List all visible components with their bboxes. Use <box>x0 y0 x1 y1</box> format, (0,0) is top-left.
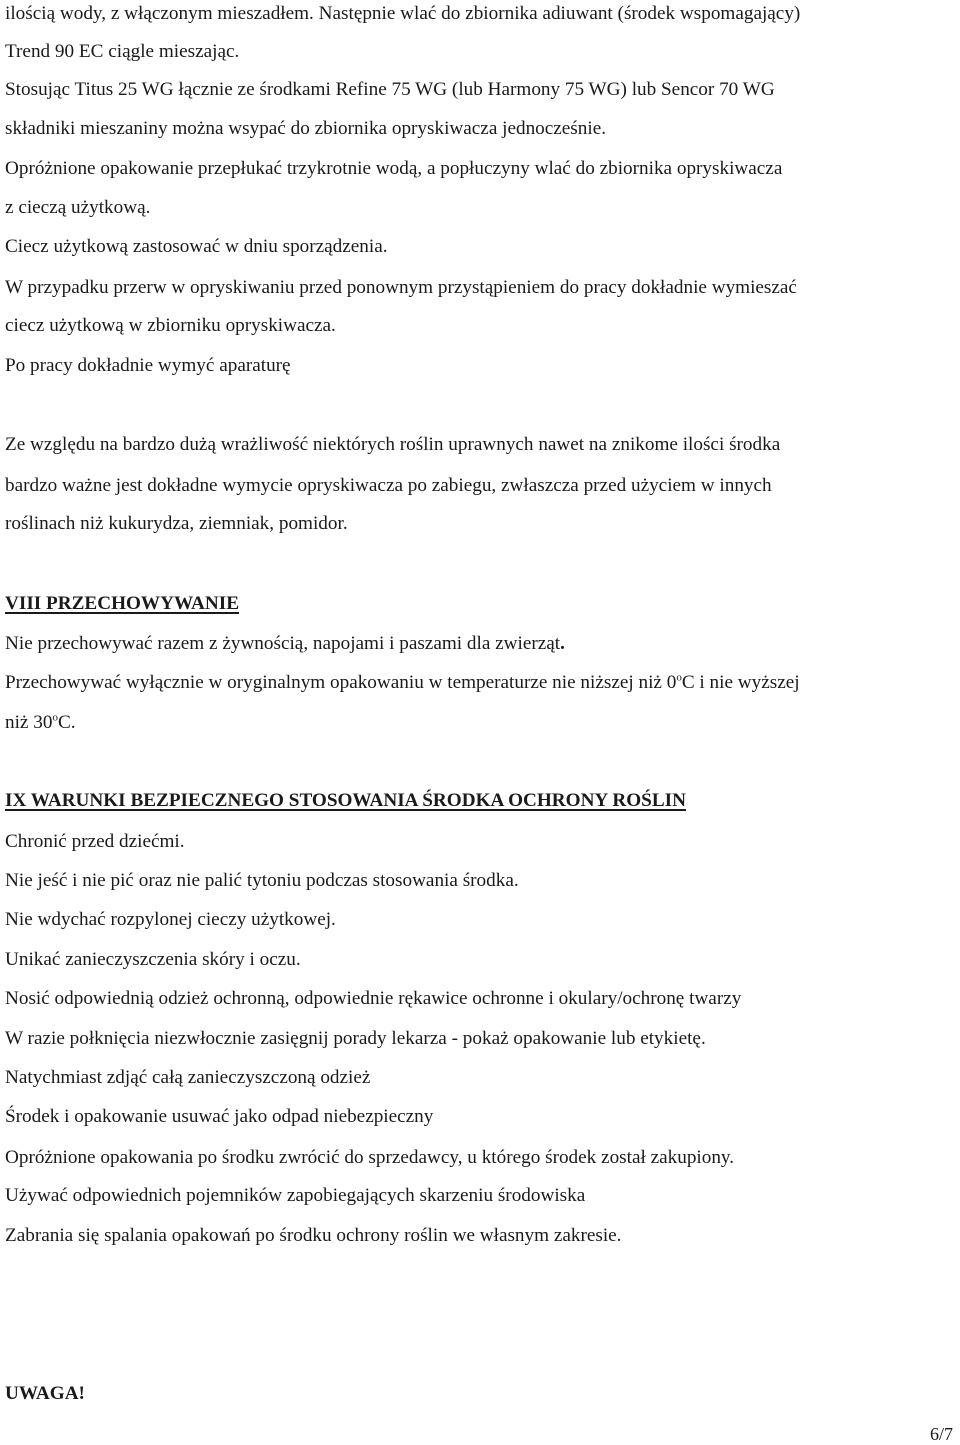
text-line: składniki mieszaniny można wsypać do zbiornika opryskiwacza jednocześnie. <box>5 118 607 139</box>
text-line-part: niż 30 <box>5 712 53 733</box>
text-line: Po pracy dokładnie wymyć aparaturę <box>5 355 291 376</box>
text-line <box>5 632 565 656</box>
list-item: Nie jeść i nie pić oraz nie palić tytoniu podczas stosowania środka. <box>5 870 519 891</box>
text-line: ilością wody, z włączonym mieszadłem. Następnie wlać do zbiornika adiuwant (środek wspomagający) <box>5 3 801 24</box>
text-line: ciecz użytkową w zbiorniku opryskiwacza. <box>5 315 336 336</box>
list-item: Środek i opakowanie usuwać jako odpad niebezpieczny <box>5 1106 434 1127</box>
text-line <box>5 671 800 695</box>
text-line-part: C i nie wyższej <box>681 672 800 693</box>
text-line: Ciecz użytkową zastosować w dniu sporządzenia. <box>5 236 388 257</box>
list-item: Chronić przed dziećmi. <box>5 831 185 852</box>
text-line: bardzo ważne jest dokładne wymycie opryskiwacza po zabiegu, zwłaszcza przed użyciem w innych <box>5 475 772 496</box>
text-line-part: Nie przechowywać razem z żywnością, napojami i paszami dla zwierząt <box>5 633 561 654</box>
text-line: W przypadku przerw w opryskiwaniu przed ponownym przystąpieniem do pracy dokładnie wymieszać <box>5 277 797 298</box>
text-line: Opróżnione opakowanie przepłukać trzykrotnie wodą, a popłuczyny wlać do zbiornika opryskiwacza <box>5 158 783 179</box>
degree-mark: o <box>676 671 682 684</box>
text-line: Ze względu na bardzo dużą wrażliwość niektórych roślin uprawnych nawet na znikome ilości środka <box>5 434 781 455</box>
list-item: Zabrania się spalania opakowań po środku ochrony roślin we własnym zakresie. <box>5 1225 622 1246</box>
text-line: Trend 90 EC ciągle mieszając. <box>5 41 240 62</box>
text-line: Stosując Titus 25 WG łącznie ze środkami Refine 75 WG (lub Harmony 75 WG) lub Sencor 70 WG <box>5 79 775 100</box>
section-heading-storage: VIII PRZECHOWYWANIE <box>5 593 240 614</box>
text-line <box>5 711 76 735</box>
list-item: Natychmiast zdjąć całą zanieczyszczoną odzież <box>5 1067 371 1088</box>
text-line-part: C. <box>57 712 76 733</box>
list-item: Nosić odpowiednią odzież ochronną, odpowiednie rękawice ochronne i okulary/ochronę twarzy <box>5 988 742 1009</box>
warning-label: UWAGA! <box>5 1383 85 1404</box>
list-item: Opróżnione opakowania po środku zwrócić do sprzedawcy, u którego środek został zakupiony. <box>5 1147 735 1168</box>
list-item: Nie wdychać rozpylonej cieczy użytkowej. <box>5 909 336 930</box>
section-heading-safety: IX WARUNKI BEZPIECZNEGO STOSOWANIA ŚRODKA OCHRONY ROŚLIN <box>5 790 686 811</box>
page-number: 6/7 <box>930 1424 954 1444</box>
list-item: Używać odpowiednich pojemników zapobiegających skarzeniu środowiska <box>5 1185 586 1206</box>
list-item: W razie połknięcia niezwłocznie zasięgnij porady lekarza - pokaż opakowanie lub etykietę. <box>5 1028 706 1049</box>
text-line-end: . <box>560 633 565 654</box>
text-line: roślinach niż kukurydza, ziemniak, pomidor. <box>5 513 348 534</box>
degree-mark: o <box>52 711 58 724</box>
text-line: z cieczą użytkową. <box>5 197 151 218</box>
list-item: Unikać zanieczyszczenia skóry i oczu. <box>5 949 301 970</box>
text-line-part: Przechowywać wyłącznie w oryginalnym opakowaniu w temperaturze nie niższej niż 0 <box>5 672 677 693</box>
